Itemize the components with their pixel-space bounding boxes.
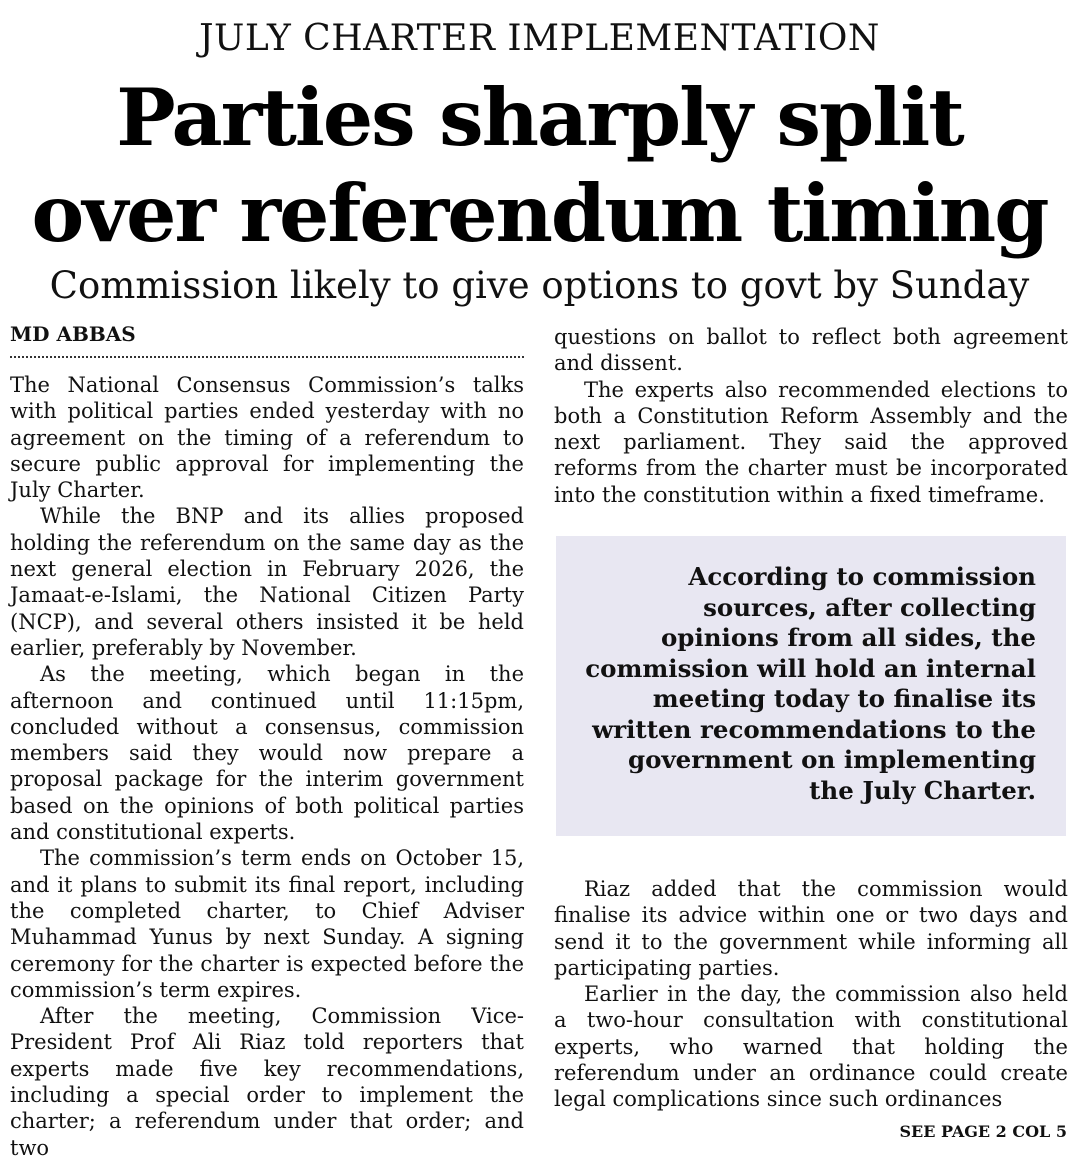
paragraph: The commission’s term ends on October 15, and it plans to submit its final report, including the completed charter, to Chief Adviser Muhammad Yunus by next Sunday. A signing ceremony for the charter is expected before the commission’s term expires. xyxy=(10,846,524,1002)
paragraph: Earlier in the day, the commission also held a two-hour consultation with constitutional experts, who warned that holding the referendum under an ordinance could create legal complications since such ordinances xyxy=(554,982,1068,1112)
right-column-bottom xyxy=(554,876,1068,1113)
headline xyxy=(0,70,1079,262)
paragraph: Riaz added that the commission would finalise its advice within one or two days and send it to the government while informing all participating parties. xyxy=(554,877,1068,980)
byline-divider xyxy=(10,356,524,358)
headline-line-1: Parties sharply split xyxy=(116,71,963,164)
subhead: Commission likely to give options to govt by Sunday xyxy=(49,264,1030,307)
paragraph: After the meeting, Commission Vice-President Prof Ali Riaz told reporters that experts made five key recommendations, including a special order to implement the charter; a referendum under that order; and two xyxy=(10,1004,524,1160)
kicker: JULY CHARTER IMPLEMENTATION xyxy=(199,18,880,59)
paragraph: While the BNP and its allies proposed holding the referendum on the same day as the next general election in February 2026, the Jamaat-e-Islami, the National Citizen Party (NCP), and several others insisted it be held earlier, preferably by November. xyxy=(10,504,524,660)
byline: MD ABBAS xyxy=(10,322,136,346)
jump-line[interactable]: SEE PAGE 2 COL 5 xyxy=(899,1122,1067,1141)
pull-quote-text: According to commission sources, after collecting opinions from all sides, the commission will hold an internal meeting today to finalise its written recommendations to the government on implementing the July Charter. xyxy=(585,562,1036,805)
right-column-top xyxy=(554,324,1068,508)
left-column xyxy=(10,372,524,1161)
paragraph: The experts also recommended elections to both a Constitution Reform Assembly and the next parliament. They said the approved reforms from the charter must be incorporated into the constitution within a fixed timeframe. xyxy=(554,377,1068,507)
headline-line-2: over referendum timing xyxy=(31,167,1048,260)
pull-quote xyxy=(556,536,1066,836)
paragraph: As the meeting, which began in the afternoon and continued until 11:15pm, concluded without a consensus, commission members said they would now prepare a proposal package for the interim government based on the opinions of both political parties and constitutional experts. xyxy=(10,662,524,845)
paragraph: The National Consensus Commission’s talks with political parties ended yesterday with no agreement on the timing of a referendum to secure public approval for implementing the July Charter. xyxy=(10,373,524,503)
paragraph: questions on ballot to reflect both agreement and dissent. xyxy=(554,325,1068,376)
